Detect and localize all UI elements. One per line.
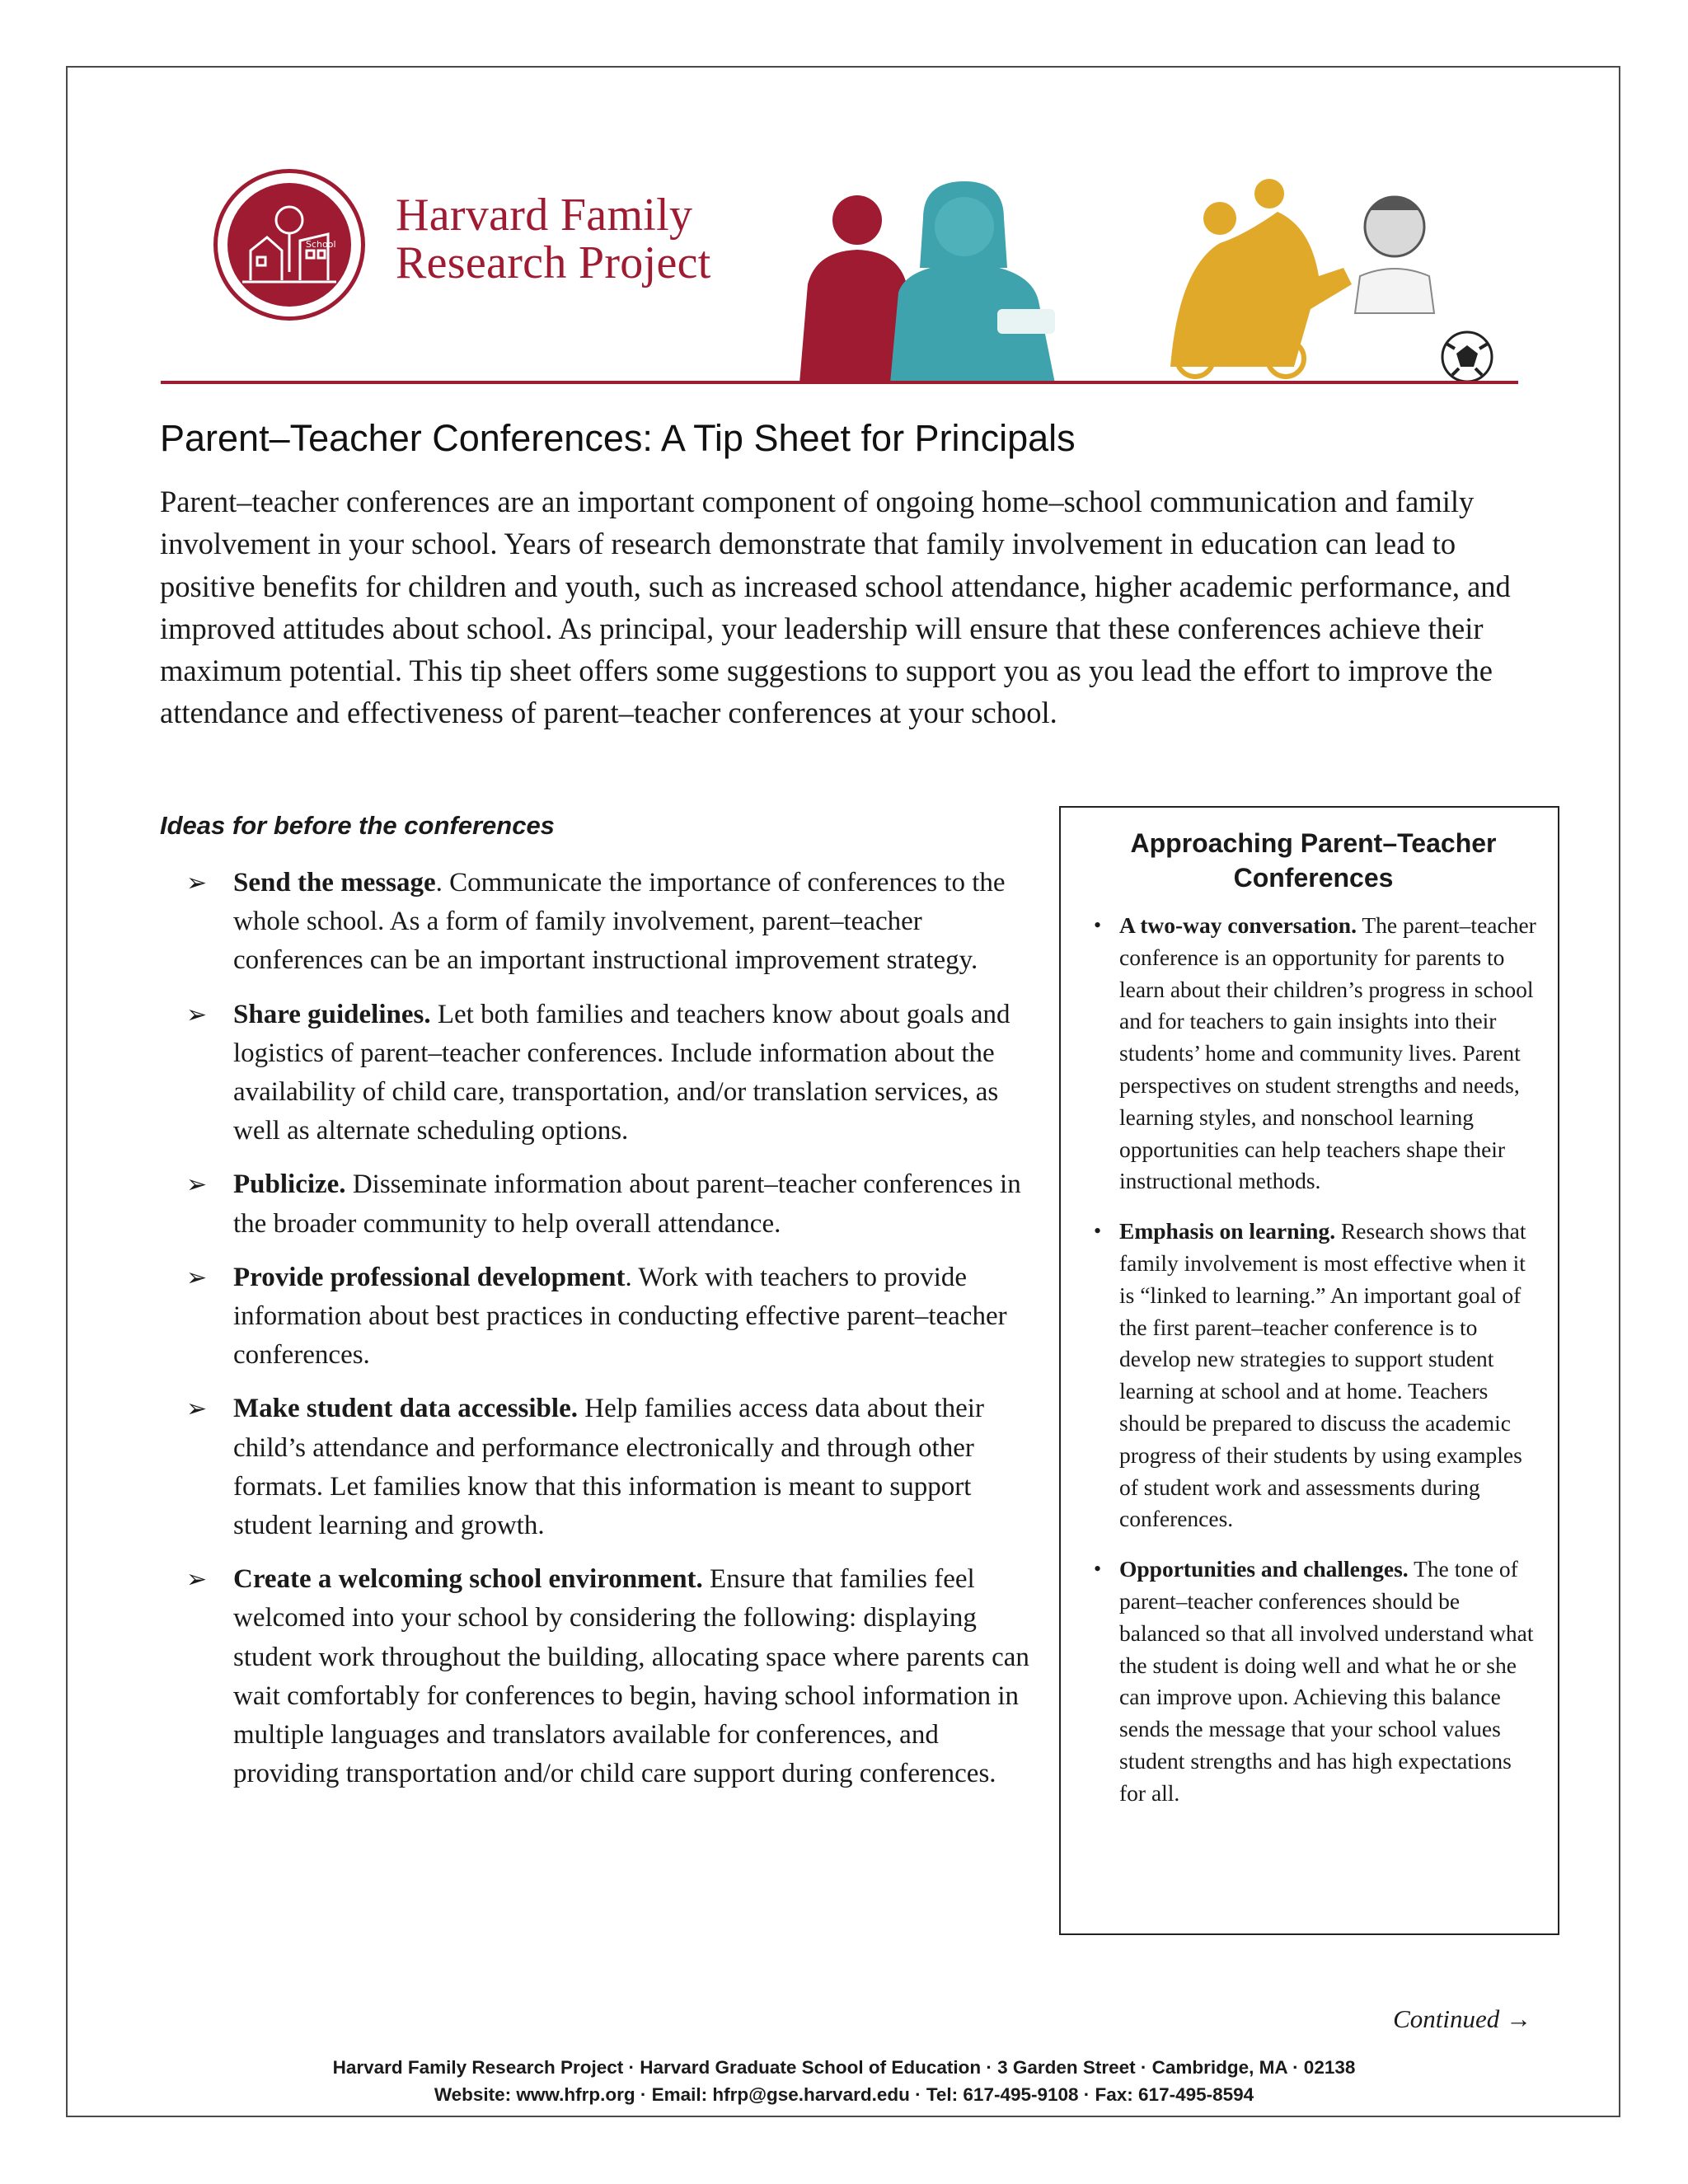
tip-lead: Send the message	[233, 868, 436, 898]
figure-teal	[890, 181, 1055, 383]
tips-list	[160, 864, 1042, 1808]
brand-name-line1: Harvard Family	[396, 190, 693, 241]
sidebar-box	[1059, 806, 1559, 1935]
intro-paragraph: Parent–teacher conferences are an important component of ongoing home–school communication and family involvement in your school. Years of research demonstrate that family involvement in education can lead to positive benefits for children and youth, such as increased school attendance, higher academic performance, and improved attitudes about school. As principal, your leadership will ensure that these conferences achieve their maximum potential. This tip sheet offers some suggestions to support you as you lead the effort to improve the attendance and effectiveness of parent–teacher conferences at your school.	[160, 485, 1511, 730]
figure-crimson	[799, 195, 907, 383]
sidebar-item-text: The tone of parent–teacher conferences should be balanced so that all involved understand what the student is doing well and what he or she can improve upon. Achieving this balance sends the message that your school values student strengths and has high expectations for all.	[1119, 1556, 1534, 1806]
list-item	[1089, 1216, 1538, 1535]
sidebar-item-lead: Opportunities and challenges.	[1119, 1556, 1409, 1582]
figure-gray	[1355, 197, 1434, 313]
figure-gold-group	[1170, 179, 1352, 377]
list-item	[160, 1258, 1042, 1376]
sidebar-item-lead: Emphasis on learning.	[1119, 1218, 1336, 1244]
arrow-bullet-icon: ➢	[186, 1565, 208, 1595]
footer-address: Harvard Family Research Project · Harvard Graduate School of Education · 3 Garden Street · Cambridge, MA · 02138	[332, 2057, 1356, 2078]
list-item	[160, 996, 1042, 1151]
sidebar-item-lead: A two-way conversation.	[1119, 912, 1357, 938]
tip-text: . Communicate the importance of conferences to the whole school. As a form of family involvement, parent–teacher conferences can be an important instructional improvement strategy.	[233, 868, 1006, 976]
tip-lead: Publicize.	[233, 1169, 346, 1200]
arrow-bullet-icon: ➢	[186, 1000, 208, 1029]
sidebar-item-text: Research shows that family involvement is most effective when it is “linked to learning.” An important goal of the first parent–teacher conference is to develop new strategies to support student learning at school and at home. Teachers should be prepared to discuss the academic progress of their students by using examples of student work and assessments during conferences.	[1119, 1218, 1526, 1532]
bullet-icon: •	[1094, 1557, 1102, 1582]
arrow-bullet-icon: ➢	[186, 1263, 208, 1292]
brand-name-line2: Research Project	[396, 237, 711, 288]
brand-wordmark	[396, 191, 711, 287]
sidebar-title	[1089, 826, 1538, 895]
list-item	[1089, 910, 1538, 1197]
continued-label: Continued →	[1393, 2004, 1531, 2033]
sidebar-title-line2: Conferences	[1233, 863, 1394, 893]
list-item	[160, 1165, 1042, 1243]
header-people-illustration	[783, 169, 1508, 383]
tip-text: Disseminate information about parent–teacher conferences in the broader community to help overall attendance.	[233, 1169, 1021, 1239]
list-item	[160, 1390, 1042, 1545]
tip-text: Let both families and teachers know about goals and logistics of parent–teacher conferences. Include information about the availability of child care, transportation, and/or translation services, as well as alternate scheduling options.	[233, 999, 1010, 1146]
list-item	[1089, 1554, 1538, 1809]
list-item	[160, 1560, 1042, 1793]
tip-text: Ensure that families feel welcomed into your school by considering the following: displaying student work throughout the building, allocating space where parents can wait comfortably for conferences to begin, having school information in multiple languages and translators available for conferences, and providing transportation and/or child care support during conferences.	[233, 1564, 1029, 1789]
seal-illustration-icon	[227, 183, 351, 307]
list-item	[160, 864, 1042, 981]
footer-contact: Website: www.hfrp.org · Email: hfrp@gse.harvard.edu · Tel: 617-495-9108 · Fax: 617-495-8594	[434, 2084, 1254, 2105]
tip-lead: Share guidelines.	[233, 999, 431, 1029]
tip-lead: Make student data accessible.	[233, 1394, 578, 1424]
arrow-bullet-icon: ➢	[186, 1394, 208, 1424]
svg-text:School: School	[306, 239, 336, 250]
bullet-icon: •	[1094, 1219, 1102, 1244]
tip-lead: Provide professional development	[233, 1262, 626, 1292]
hfrp-seal-logo	[213, 169, 365, 321]
header-rule	[161, 381, 1518, 384]
arrow-bullet-icon: ➢	[186, 869, 208, 898]
bullet-icon: •	[1094, 913, 1102, 937]
tip-text: Help families access data about their child’s attendance and performance electronically and through other formats. Let families know that this information is meant to support student learning and growth.	[233, 1394, 984, 1541]
sidebar-title-line1: Approaching Parent–Teacher	[1130, 828, 1497, 858]
arrow-bullet-icon: ➢	[186, 1170, 208, 1200]
tip-text: . Work with teachers to provide information about best practices in conducting effective parent–teacher conferences.	[233, 1262, 1007, 1371]
page-title: Parent–Teacher Conferences: A Tip Sheet for Principals	[160, 417, 1076, 459]
section-heading: Ideas for before the conferences	[160, 811, 555, 840]
sidebar-list	[1089, 910, 1538, 1810]
sidebar-item-text: The parent–teacher conference is an opportunity for parents to learn about their children’s progress in school and for teachers to gain insights into their students’ home and community lives. Parent perspectives on student strengths and needs, learning styles, and nonschool learning opportunities can help teachers shape their instructional methods.	[1119, 912, 1536, 1194]
tip-lead: Create a welcoming school environment.	[233, 1564, 703, 1595]
soccer-ball-icon	[1442, 332, 1492, 382]
